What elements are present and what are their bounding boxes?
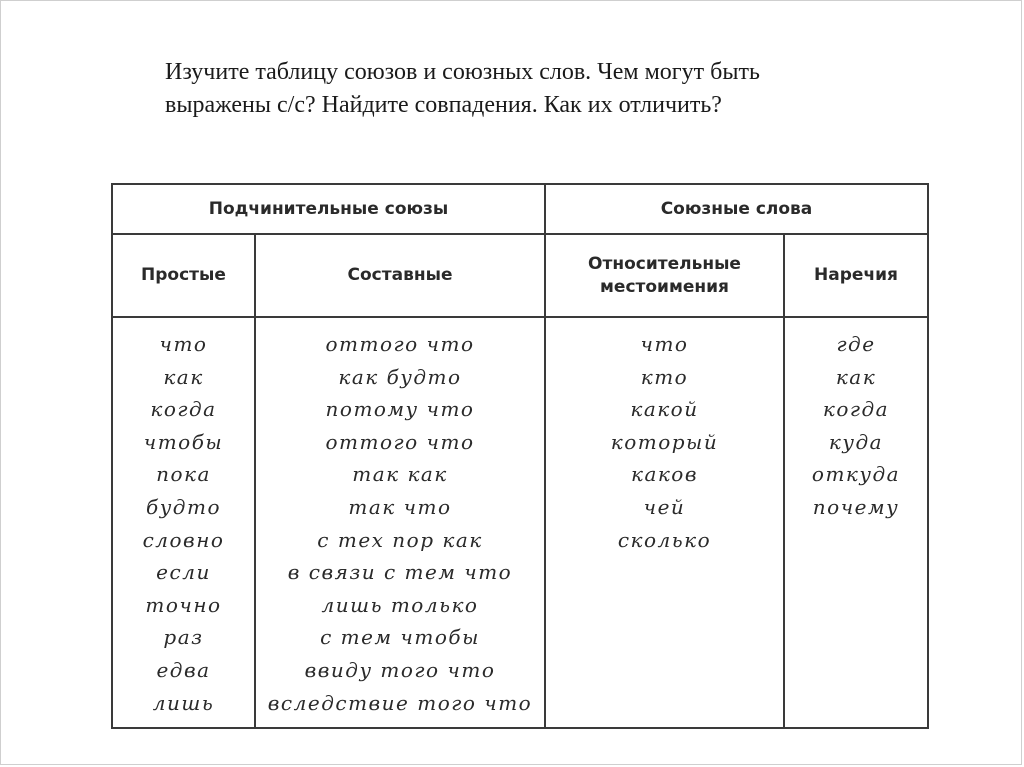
- table-cell-word: вследствие того что: [267, 690, 533, 715]
- header-subordinating-conjunctions: Подчинительные союзы: [208, 198, 449, 219]
- instruction-line-1: Изучите таблицу союзов и союзных слов. Чем могут быть: [165, 59, 760, 85]
- table-cell-word: как будто: [338, 364, 462, 389]
- header-simple: Простые: [141, 265, 226, 285]
- table-cell-word: каков: [631, 462, 698, 487]
- table-cell-word: словно: [142, 527, 225, 552]
- instruction-line-2: выражены с/с? Найдите совпадения. Как их отличить?: [165, 92, 722, 118]
- table-cell-word: потому что: [325, 397, 475, 422]
- table-cell-word: точно: [145, 592, 222, 617]
- table-rule-sub-headers: [111, 316, 929, 318]
- table-cell-word: когда: [150, 397, 217, 422]
- table-cell-word: ввиду того что: [304, 657, 496, 682]
- table-cell-word: какой: [630, 397, 699, 422]
- table-cell-word: что: [159, 332, 208, 356]
- table-cell-word: раз: [163, 625, 204, 650]
- header-compound: Составные: [347, 265, 453, 285]
- column-simple: [113, 328, 254, 719]
- table-cell-word: так что: [348, 494, 452, 519]
- table-cell-word: оттого что: [325, 429, 475, 454]
- column-compound: [256, 328, 544, 719]
- instruction-text: [165, 56, 925, 122]
- table-cell-word: если: [156, 560, 211, 585]
- header-adverbs: Наречия: [814, 265, 898, 285]
- table-cell-word: чей: [643, 494, 686, 519]
- table-cell-word: с тем чтобы: [320, 625, 480, 650]
- table-cell-word: который: [610, 429, 719, 454]
- table-cell-word: сколько: [617, 527, 712, 552]
- table-cell-word: лишь: [152, 690, 215, 715]
- table-cell-word: оттого что: [325, 332, 475, 356]
- table-cell-word: едва: [156, 657, 211, 682]
- column-relative-pronouns: [546, 328, 783, 556]
- header-relative-pronouns-line-2: местоимения: [600, 276, 729, 297]
- table-cell-word: так как: [352, 462, 448, 487]
- table-cell-word: как: [163, 364, 204, 389]
- table-cell-word: почему: [812, 494, 900, 519]
- column-adverbs: [785, 328, 927, 524]
- table-cell-word: пока: [156, 462, 211, 487]
- table-cell-word: чтобы: [143, 429, 224, 454]
- table-cell-word: будто: [146, 494, 221, 519]
- table-cell-word: кто: [640, 364, 689, 389]
- table-cell-word: что: [640, 332, 689, 356]
- table-cell-word: с тех пор как: [317, 527, 483, 552]
- table-cell-word: в связи с тем что: [287, 560, 513, 585]
- table-cell-word: куда: [828, 429, 884, 454]
- table-cell-word: откуда: [811, 462, 901, 487]
- header-relative-pronouns-line-1: Относительные: [588, 253, 741, 274]
- header-conjunctive-words: Союзные слова: [660, 198, 813, 219]
- table-cell-word: когда: [822, 397, 890, 422]
- table-cell-word: как: [835, 364, 877, 389]
- table-cell-word: где: [836, 332, 876, 356]
- table-cell-word: лишь только: [321, 592, 479, 617]
- header-relative-pronouns: [546, 235, 783, 316]
